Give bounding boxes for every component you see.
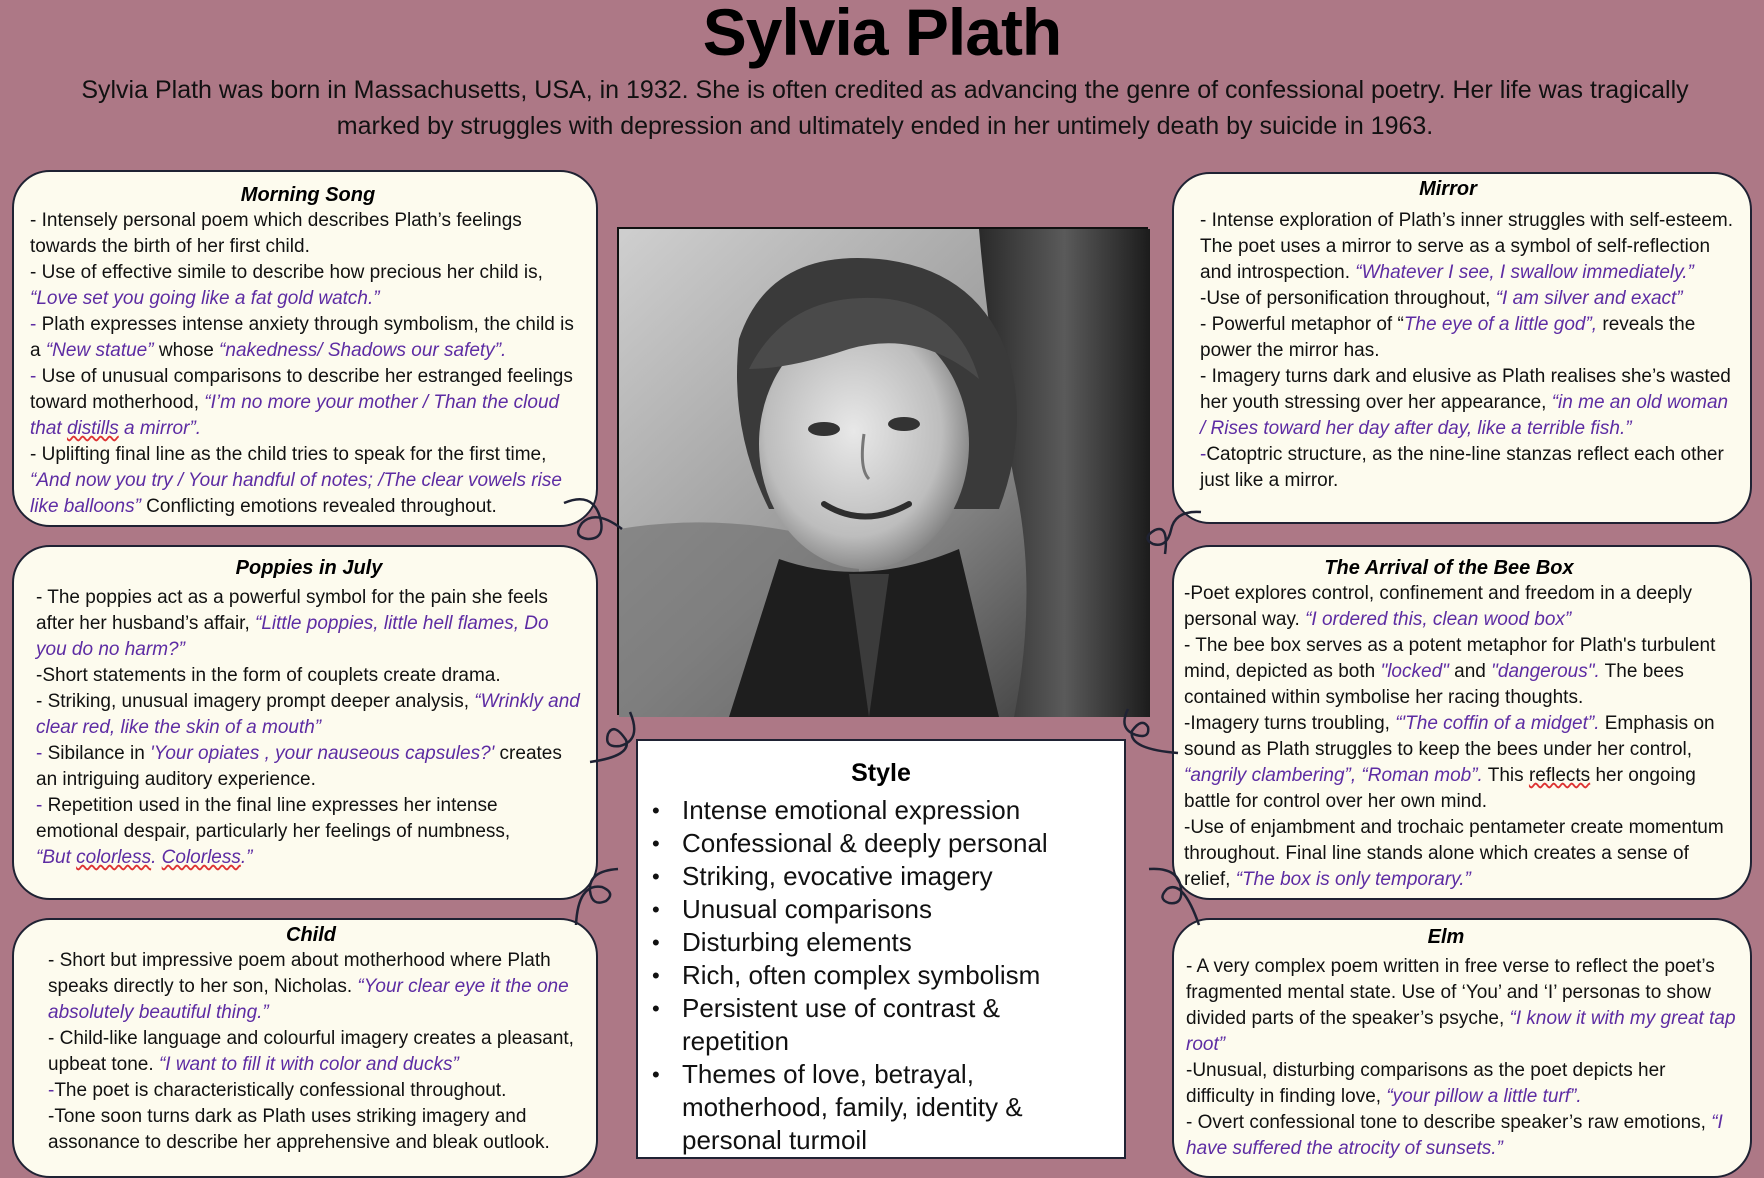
card-point: -Unusual, disturbing comparisons as the poet depicts her difficulty in finding love, “your pillow a little turf”.	[1186, 1060, 1666, 1107]
list-item: • Persistent use of contrast & repetition	[682, 992, 1114, 1058]
card-point: - Powerful metaphor of “The eye of a little god”, reveals the power the mirror has.	[1200, 314, 1696, 361]
card-elm	[1172, 918, 1752, 1178]
card-point: - Repetition used in the final line expresses her intense emotional despair, particularly her feelings of numbness, “But colorless. Colorless.”	[36, 795, 511, 868]
style-box	[636, 739, 1126, 1159]
card-point: - Striking, unusual imagery prompt deeper analysis, “Wrinkly and clear red, like the skin of a mouth”	[36, 691, 580, 738]
card-point: -Use of personification throughout, “I am silver and exact”	[1200, 288, 1683, 309]
page-title: Sylvia Plath	[702, 0, 1062, 69]
list-item: • Disturbing elements	[682, 926, 1114, 959]
list-item: • Rich, often complex symbolism	[682, 959, 1114, 992]
card-bee-box	[1172, 545, 1752, 900]
list-item: • Intense emotional expression	[682, 794, 1114, 827]
card-child	[12, 918, 598, 1178]
card-title: Poppies in July	[235, 557, 383, 579]
connector-curl	[562, 495, 632, 555]
card-point: - Overt confessional tone to describe speaker’s raw emotions, “I have suffered the atrocity of sunsets.”	[1186, 1112, 1723, 1159]
card-point: - Child-like language and colourful imagery creates a pleasant, upbeat tone. “I want to fill it with color and ducks”	[48, 1028, 574, 1075]
card-point: - Short but impressive poem about motherhood where Plath speaks directly to her son, Nicholas. “Your clear eye it the one absolutely beautiful thing.”	[48, 950, 569, 1023]
card-point: - The poppies act as a powerful symbol for the pain she feels after her husband’s affair, “Little poppies, little hell flames, Do you do no harm?”	[36, 587, 549, 660]
list-item: • Themes of love, betrayal, motherhood, family, identity & personal turmoil	[682, 1058, 1114, 1157]
card-poppies-in-july	[12, 545, 598, 900]
card-title: Child	[286, 924, 336, 946]
card-morning-song	[12, 170, 598, 527]
card-point: -Short statements in the form of couplets create drama.	[36, 665, 501, 686]
card-point: -The poet is characteristically confessional throughout.	[48, 1080, 507, 1101]
card-point: - Use of effective simile to describe how precious her child is, “Love set you going like a fat gold watch.”	[30, 262, 543, 309]
connector-curl	[1145, 865, 1205, 935]
style-list	[638, 794, 1124, 1157]
card-title: Elm	[1427, 926, 1465, 948]
card-point: -Poet explores control, confinement and freedom in a deeply personal way. “I ordered this, clean wood box”	[1184, 583, 1693, 630]
portrait-photo	[617, 227, 1148, 715]
card-point: -Use of enjambment and trochaic pentameter create momentum throughout. Final line stands alone which creates a sense of relief, “The box is only temporary.”	[1184, 817, 1724, 890]
connector-curl	[1120, 705, 1180, 760]
card-point: - The bee box serves as a potent metaphor for Plath's turbulent mind, depicted as both "locked" and "dangerous". The bees contained within symbolise her racing thoughts.	[1184, 635, 1716, 708]
card-point: - Intense exploration of Plath’s inner struggles with self-esteem. The poet uses a mirror to serve as a symbol of self-reflection and introspection. “Whatever I see, I swallow immediately.”	[1200, 210, 1733, 283]
card-title: The Arrival of the Bee Box	[1324, 557, 1574, 579]
card-point: - Intensely personal poem which describes Plath’s feelings towards the birth of her first child.	[30, 210, 522, 257]
portrait-illustration	[619, 229, 1150, 717]
connector-curl	[568, 865, 628, 935]
list-item: • Unusual comparisons	[682, 893, 1114, 926]
card-point: - Plath expresses intense anxiety through symbolism, the child is a “New statue” whose “nakedness/ Shadows our safety”.	[30, 314, 574, 361]
card-title: Mirror	[1419, 178, 1477, 200]
card-point: - Use of unusual comparisons to describe her estranged feelings toward motherhood, “I’m no more your mother / Than the cloud that distills a mirror”.	[30, 366, 573, 439]
list-item: • Confessional & deeply personal	[682, 827, 1114, 860]
card-point: -Imagery turns troubling, “'The coffin of a midget”. Emphasis on sound as Plath struggles to keep the bees under her control, “angrily clambering”, “Roman mob”. This reflects her ongoing battle for control over her own mind.	[1184, 713, 1715, 812]
intro-paragraph: Sylvia Plath was born in Massachusetts, USA, in 1932. She is often credited as advancing the genre of confessional poetry. Her life was tragically marked by struggles with depression and ultimately ended in her untimely death by suicide in 1963.	[81, 76, 1689, 140]
style-heading: Style	[851, 759, 911, 787]
card-point: - Imagery turns dark and elusive as Plath realises she’s wasted her youth stressing over her appearance, “in me an old woman / Rises toward her day after day, like a terrible fish.”	[1200, 366, 1731, 439]
card-point: -Tone soon turns dark as Plath uses striking imagery and assonance to describe her apprehensive and bleak outlook.	[48, 1106, 550, 1153]
list-item: • Striking, evocative imagery	[682, 860, 1114, 893]
card-point: - Sibilance in 'Your opiates , your nauseous capsules?' creates an intriguing auditory experience.	[36, 743, 562, 790]
connector-curl	[580, 710, 640, 770]
card-point: -Catoptric structure, as the nine-line stanzas reflect each other just like a mirror.	[1200, 444, 1724, 491]
card-point: - Uplifting final line as the child tries to speak for the first time, “And now you try / Your handful of notes; /The clear vowels rise like balloons” Conflicting emotions revealed throughout.	[30, 444, 562, 517]
card-mirror	[1172, 172, 1752, 524]
card-point: - A very complex poem written in free verse to reflect the poet’s fragmented mental state. Use of ‘You’ and ‘I’ personas to show divided parts of the speaker’s psyche, “I know it with my great tap root”	[1186, 956, 1736, 1055]
card-title: Morning Song	[240, 184, 376, 206]
connector-curl	[1135, 508, 1205, 558]
